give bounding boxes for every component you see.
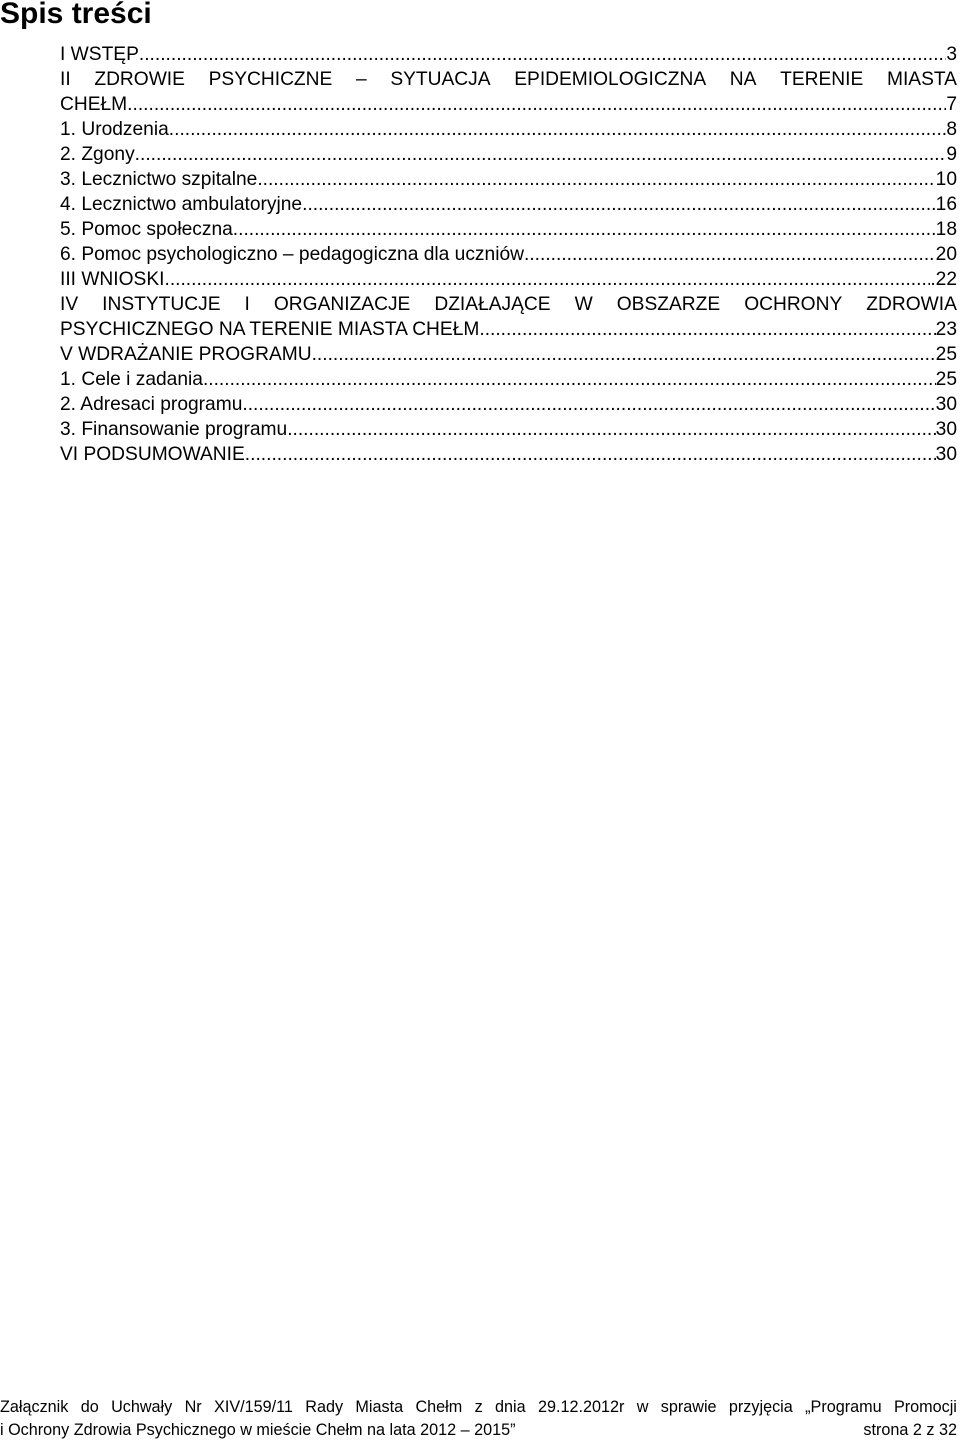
footer-word: Miasta xyxy=(355,1398,404,1416)
toc-dot-leader xyxy=(287,417,935,442)
toc-dot-leader xyxy=(127,92,946,117)
toc-entry-title: V WDRAŻANIE PROGRAMU xyxy=(60,344,312,365)
toc-entry-page: 30 xyxy=(935,444,957,465)
toc-entry-title: III WNIOSKI xyxy=(60,269,165,290)
toc-entry-title: PSYCHICZNEGO NA TERENIE MIASTA CHEŁM xyxy=(60,319,480,340)
toc-word: I xyxy=(244,294,250,315)
footer-word: Chełm xyxy=(415,1398,463,1416)
toc-entry-zdrowie-line1[interactable] xyxy=(60,67,957,92)
toc-word: ORGANIZACJE xyxy=(273,294,411,315)
toc-entry-instytucje-line2[interactable] xyxy=(60,317,957,342)
footer-word: sprawie xyxy=(660,1398,717,1416)
toc-entry-cele[interactable] xyxy=(60,367,957,392)
toc-dot-leader xyxy=(302,192,936,217)
page-footer xyxy=(0,1396,957,1442)
page-title: Spis treści xyxy=(0,0,152,30)
toc-entry-title: 2. Adresaci programu xyxy=(60,394,243,415)
toc-entry-page: 25 xyxy=(935,369,957,390)
footer-word: 29.12.2012r xyxy=(537,1398,625,1416)
toc-entry-lecznictwo-ambulatoryjne[interactable] xyxy=(60,192,957,217)
toc-entry-page: 18 xyxy=(935,219,957,240)
footer-word: w xyxy=(636,1398,649,1416)
toc-entry-page: 23 xyxy=(935,319,957,340)
toc-entry-title: 4. Lecznictwo ambulatoryjne xyxy=(60,194,303,215)
toc-entry-finansowanie[interactable] xyxy=(60,417,957,442)
footer-word: do xyxy=(80,1398,99,1416)
toc-dot-leader xyxy=(203,367,936,392)
toc-entry-title: I WSTĘP xyxy=(60,44,139,65)
footer-word: Załącznik xyxy=(0,1398,69,1416)
table-of-contents xyxy=(60,42,957,467)
toc-entry-page: .22 xyxy=(930,269,957,290)
toc-word: TERENIE xyxy=(780,69,864,90)
toc-entry-page: 25 xyxy=(935,344,957,365)
toc-dot-leader xyxy=(233,217,936,242)
toc-dot-leader xyxy=(524,242,936,267)
toc-entry-adresaci[interactable] xyxy=(60,392,957,417)
footer-word: Uchwały xyxy=(111,1398,173,1416)
toc-word: IV xyxy=(60,294,79,315)
toc-entry-title: 6. Pomoc psychologiczno – pedagogiczna dla uczniów xyxy=(60,244,524,265)
toc-entry-wstep[interactable] xyxy=(60,42,957,67)
toc-entry-title: CHEŁM xyxy=(60,94,128,115)
footer-word: Nr xyxy=(184,1398,202,1416)
page-number: strona 2 z 32 xyxy=(863,1421,957,1439)
toc-entry-page: 20 xyxy=(935,244,957,265)
toc-entry-title: 1. Urodzenia xyxy=(60,119,169,140)
toc-word: II xyxy=(60,69,71,90)
footer-word: Promocji xyxy=(893,1398,957,1416)
toc-entry-title: 1. Cele i zadania xyxy=(60,369,203,390)
toc-entry-page: 10 xyxy=(935,169,957,190)
toc-entry-zgony[interactable] xyxy=(60,142,957,167)
toc-dot-leader xyxy=(139,42,946,67)
footer-word: XIV/159/11 xyxy=(214,1398,293,1416)
toc-entry-page: 3 xyxy=(946,44,957,65)
toc-dot-leader xyxy=(164,267,930,292)
toc-entry-lecznictwo-szpitalne[interactable] xyxy=(60,167,957,192)
toc-entry-urodzenia[interactable] xyxy=(60,117,957,142)
toc-entry-page: 7 xyxy=(946,94,957,115)
toc-word: OBSZARZE xyxy=(616,294,721,315)
toc-entry-title: 3. Finansowanie programu xyxy=(60,419,288,440)
toc-word: – xyxy=(355,69,367,90)
toc-dot-leader xyxy=(312,342,936,367)
toc-entry-instytucje-line1[interactable] xyxy=(60,292,957,317)
footer-word: z xyxy=(474,1398,483,1416)
toc-word: EPIDEMIOLOGICZNA xyxy=(514,69,707,90)
toc-entry-wnioski[interactable] xyxy=(60,267,957,292)
toc-word: OCHRONY xyxy=(744,294,843,315)
toc-word: INSTYTUCJE xyxy=(102,294,221,315)
toc-entry-page: 30 xyxy=(935,394,957,415)
footer-line-2 xyxy=(0,1419,957,1442)
toc-entry-zdrowie-line2[interactable] xyxy=(60,92,957,117)
toc-dot-leader xyxy=(242,392,935,417)
toc-word: MIASTA xyxy=(886,69,957,90)
toc-entry-wdrazanie[interactable] xyxy=(60,342,957,367)
toc-entry-title: 5. Pomoc społeczna xyxy=(60,219,233,240)
toc-entry-page: 30 xyxy=(935,419,957,440)
toc-entry-page: 8 xyxy=(946,119,957,140)
footer-word: przyjęcia xyxy=(728,1398,793,1416)
toc-dot-leader xyxy=(257,167,935,192)
toc-entry-title: VI PODSUMOWANIE xyxy=(60,444,245,465)
toc-dot-leader xyxy=(245,442,936,467)
toc-word: ZDROWIA xyxy=(866,294,957,315)
toc-word: W xyxy=(574,294,593,315)
footer-word: dnia xyxy=(495,1398,526,1416)
footer-word: Rady xyxy=(305,1398,344,1416)
toc-entry-title: 2. Zgony xyxy=(60,144,135,165)
footer-line-1 xyxy=(0,1396,957,1419)
toc-word: PSYCHICZNE xyxy=(208,69,333,90)
toc-dot-leader xyxy=(479,317,935,342)
toc-entry-page: 9 xyxy=(946,144,957,165)
toc-entry-podsumowanie[interactable] xyxy=(60,442,957,467)
toc-word: NA xyxy=(729,69,757,90)
toc-dot-leader xyxy=(169,117,947,142)
toc-word: SYTUACJA xyxy=(390,69,491,90)
toc-word: DZIAŁAJĄCE xyxy=(434,294,551,315)
toc-dot-leader xyxy=(135,142,947,167)
toc-entry-pomoc-psychologiczna[interactable] xyxy=(60,242,957,267)
toc-entry-pomoc-spoleczna[interactable] xyxy=(60,217,957,242)
footer-word: „Programu xyxy=(805,1398,882,1416)
footer-program-title: i Ochrony Zdrowia Psychicznego w mieście Chełm na lata 2012 – 2015” xyxy=(0,1421,516,1439)
toc-word: ZDROWIE xyxy=(94,69,185,90)
toc-entry-page: 16 xyxy=(935,194,957,215)
toc-entry-title: 3. Lecznictwo szpitalne xyxy=(60,169,258,190)
